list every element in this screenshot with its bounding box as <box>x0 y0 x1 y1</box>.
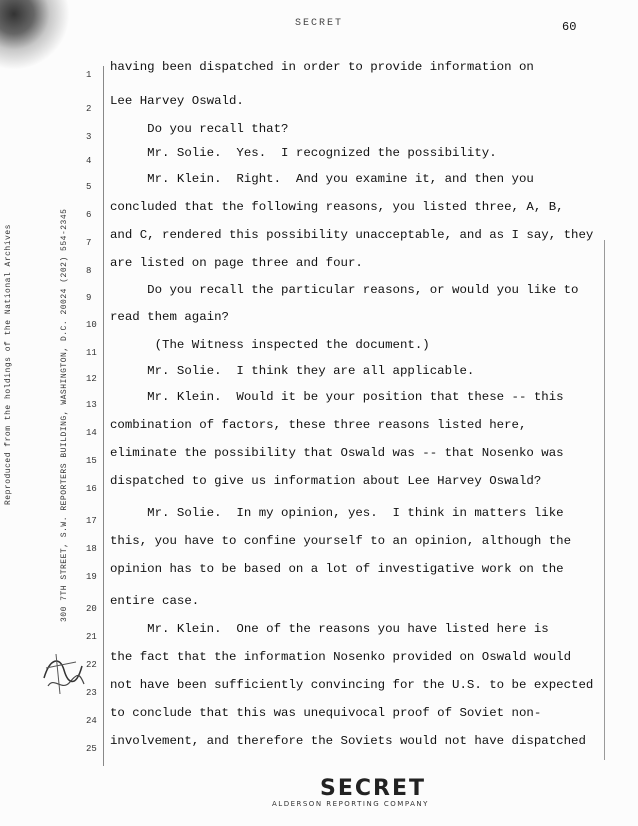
transcript-line: opinion has to be based on a lot of investigative work on the <box>110 562 564 576</box>
transcript-line: Lee Harvey Oswald. <box>110 94 244 108</box>
line-number: 25 <box>86 744 97 754</box>
handwritten-mark <box>40 648 86 698</box>
transcript-line: Do you recall the particular reasons, or would you like to <box>110 283 579 297</box>
transcript-line: not have been sufficiently convincing for the U.S. to be expected <box>110 678 594 692</box>
right-margin-rule <box>604 240 605 760</box>
line-number: 15 <box>86 456 97 466</box>
transcript-line: combination of factors, these three reasons listed here, <box>110 418 527 432</box>
line-number: 12 <box>86 374 97 384</box>
transcript-line: Mr. Solie. In my opinion, yes. I think in matters like <box>110 506 564 520</box>
transcript-line: (The Witness inspected the document.) <box>110 338 430 352</box>
transcript-line: are listed on page three and four. <box>110 256 363 270</box>
secret-stamp: SECRET <box>320 776 426 801</box>
transcript-line: Mr. Klein. One of the reasons you have listed here is <box>110 622 549 636</box>
transcript-line: involvement, and therefore the Soviets would not have dispatched <box>110 734 586 748</box>
reporting-company: ALDERSON REPORTING COMPANY <box>272 800 429 808</box>
line-number: 3 <box>86 132 92 142</box>
line-number: 10 <box>86 320 97 330</box>
transcript-line: dispatched to give us information about Lee Harvey Oswald? <box>110 474 542 488</box>
line-number: 19 <box>86 572 97 582</box>
reporter-address: 300 7TH STREET, S.W. REPORTERS BUILDING, WASHINGTON, D.C. 20024 (202) 554-2345 <box>60 208 69 622</box>
transcript-line: the fact that the information Nosenko provided on Oswald would <box>110 650 572 664</box>
page-number: 60 <box>562 20 577 34</box>
line-number: 8 <box>86 266 92 276</box>
transcript-line: Mr. Klein. Right. And you examine it, and then you <box>110 172 534 186</box>
line-number: 24 <box>86 716 97 726</box>
line-number: 17 <box>86 516 97 526</box>
transcript-line: having been dispatched in order to provide information on <box>110 60 534 74</box>
line-number: 20 <box>86 604 97 614</box>
line-number: 11 <box>86 348 97 358</box>
transcript-line: Mr. Solie. I think they are all applicable. <box>110 364 475 378</box>
transcript-line: and C, rendered this possibility unacceptable, and as I say, they <box>110 228 594 242</box>
line-number: 5 <box>86 182 92 192</box>
line-number: 1 <box>86 70 92 80</box>
line-number: 7 <box>86 238 92 248</box>
line-number: 13 <box>86 400 97 410</box>
line-number: 18 <box>86 544 97 554</box>
line-number: 14 <box>86 428 97 438</box>
transcript-line: eliminate the possibility that Oswald was -- that Nosenko was <box>110 446 564 460</box>
line-number: 23 <box>86 688 97 698</box>
line-number: 2 <box>86 104 92 114</box>
line-number: 21 <box>86 632 97 642</box>
transcript-line: read them again? <box>110 310 229 324</box>
transcript-line: this, you have to confine yourself to an opinion, although the <box>110 534 572 548</box>
scan-smudge <box>0 0 70 70</box>
header-classification: SECRET <box>295 18 344 29</box>
transcript-line: concluded that the following reasons, you listed three, A, B, <box>110 200 564 214</box>
archive-notice: Reproduced from the holdings of the National Archives <box>4 224 13 505</box>
line-number: 22 <box>86 660 97 670</box>
margin-rule <box>103 66 104 766</box>
transcript-line: to conclude that this was unequivocal proof of Soviet non- <box>110 706 542 720</box>
line-number: 6 <box>86 210 92 220</box>
transcript-line: Do you recall that? <box>110 122 289 136</box>
line-number: 9 <box>86 293 92 303</box>
transcript-line: entire case. <box>110 594 200 608</box>
transcript-line: Mr. Klein. Would it be your position that these -- this <box>110 390 564 404</box>
transcript-line: Mr. Solie. Yes. I recognized the possibility. <box>110 146 497 160</box>
line-number: 4 <box>86 156 92 166</box>
line-number: 16 <box>86 484 97 494</box>
